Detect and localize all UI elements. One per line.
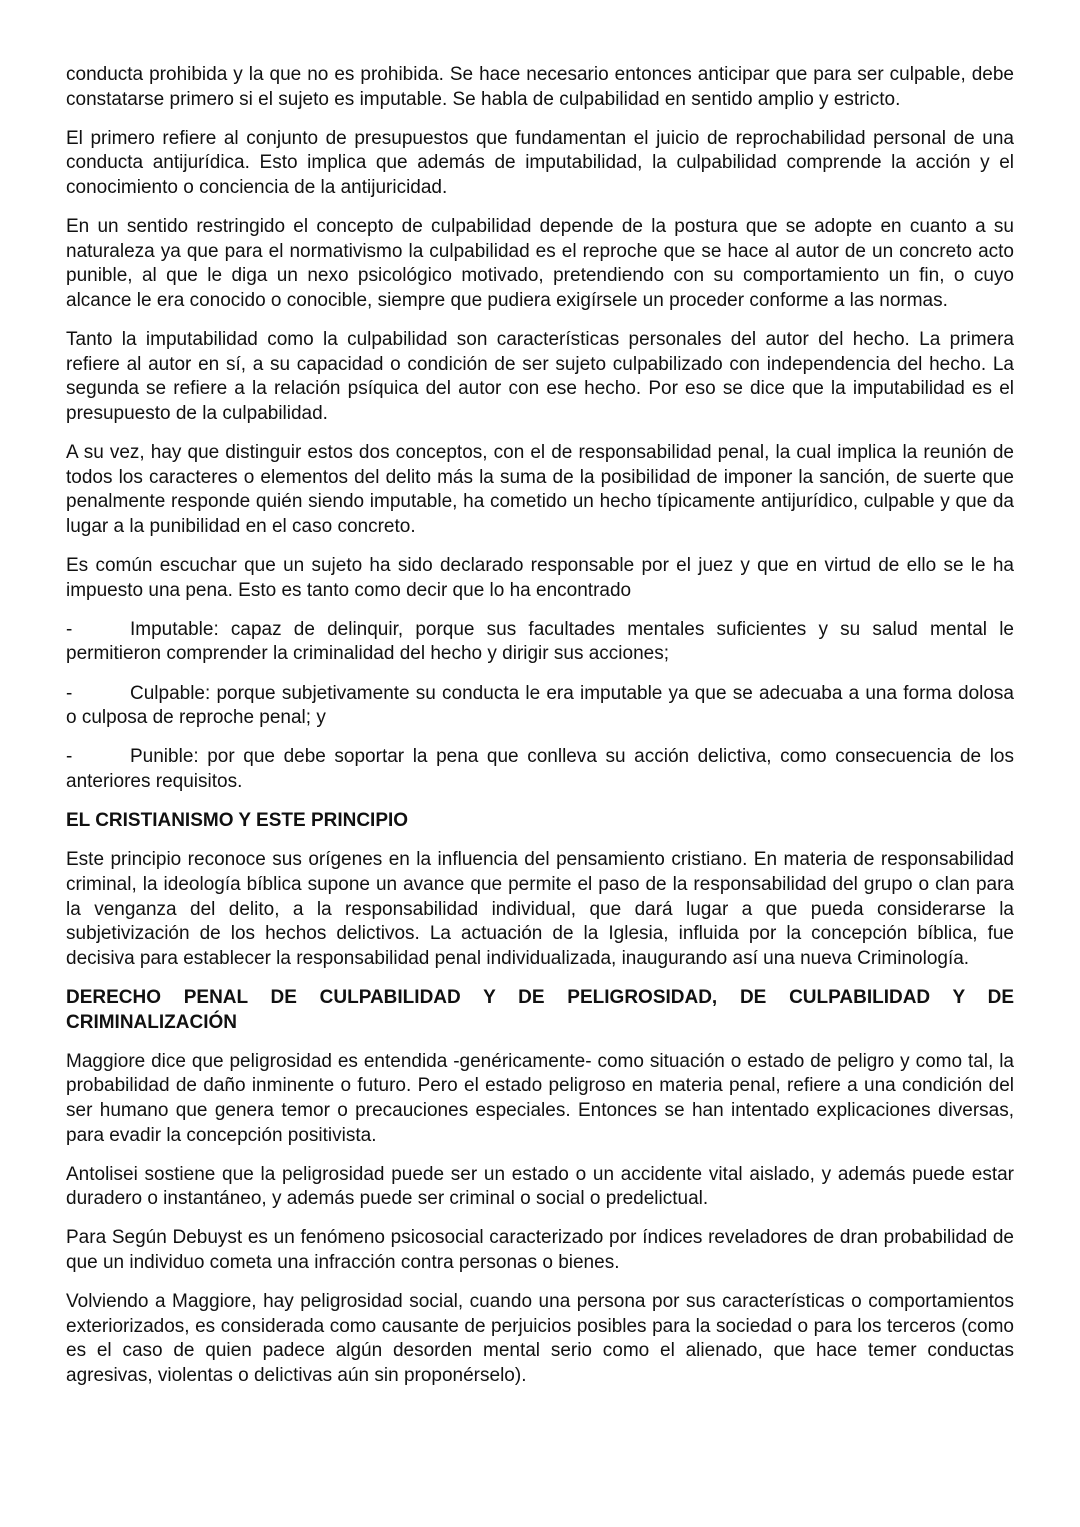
list-dash: - bbox=[66, 682, 73, 704]
paragraph-responsabilidad-penal: A su vez, hay que distinguir estos dos conceptos, con el de responsabilidad penal, la cual implica la reunión de todos los caracteres o elementos del delito más la suma de la posibilidad de imponer la sanción, de suerte que penalmente responde quién siendo imputable, ha cometido un hecho típicamente antijurídico, culpable y que da lugar a la punibilidad en el caso concreto. bbox=[66, 442, 1014, 537]
list-dash: - bbox=[66, 746, 73, 768]
list-dash: - bbox=[66, 618, 73, 640]
list-item-imputable bbox=[66, 618, 1014, 667]
list-item-punible bbox=[66, 745, 1014, 794]
list-item-culpable bbox=[66, 682, 1014, 731]
paragraph-cristianismo: Este principio reconoce sus orígenes en la influencia del pensamiento cristiano. En materia de responsabilidad criminal, la ideología bíblica supone un avance que permite el paso de la responsabilidad del grupo o clan para la venganza del delito, a la responsabilidad individual, que dará lugar a que pueda considerarse la subjetivización de los hechos delictivos. La actuación de la Iglesia, influida por la concepción bíblica, fue decisiva para establecer la responsabilidad penal individualizada, inaugurando así una nueva Criminología. bbox=[66, 849, 1014, 969]
paragraph-maggiore-peligrosidad: Maggiore dice que peligrosidad es entendida -genéricamente- como situación o estado de peligro y como tal, la probabilidad de daño inminente o futuro. Pero el estado peligroso en materia penal, refiere a una condición del ser humano que genera temor o precauciones especiales. Entonces se han intentado explicaciones diversas, para evadir la concepción positivista. bbox=[66, 1050, 1014, 1146]
paragraph-antolisei: Antolisei sostiene que la peligrosidad puede ser un estado o un accidente vital aislado, y además puede estar duradero o instantáneo, y además puede ser criminal o social o predelictual. bbox=[66, 1163, 1014, 1210]
paragraph-declarado-responsable: Es común escuchar que un sujeto ha sido declarado responsable por el juez y que en virtud de ello se le ha impuesto una pena. Esto es tanto como decir que lo ha encontrado bbox=[66, 555, 1014, 601]
section-heading-cristianismo: EL CRISTIANISMO Y ESTE PRINCIPIO bbox=[66, 810, 409, 832]
list-item-text: Punible: por que debe soportar la pena que conlleva su acción delictiva, como consecuencia de los anteriores requisitos. bbox=[66, 746, 1014, 792]
paragraph-culpabilidad-intro: conducta prohibida y la que no es prohibida. Se hace necesario entonces anticipar que para ser culpable, debe constatarse primero si el sujeto es imputable. Se habla de culpabilidad en sentido amplio y estricto. bbox=[66, 64, 1014, 110]
paragraph-debuyst: Para Según Debuyst es un fenómeno psicosocial caracterizado por índices reveladores de dran probabilidad de que un individuo cometa una infracción contra personas o bienes. bbox=[66, 1227, 1014, 1274]
paragraph-sentido-amplio: El primero refiere al conjunto de presupuestos que fundamentan el juicio de reprochabilidad personal de una conducta antijurídica. Esto implica que además de imputabilidad, la culpabilidad comprende la acción y el conocimiento o conciencia de la antijuricidad. bbox=[66, 127, 1014, 198]
list-item-text: Culpable: porque subjetivamente su conducta le era imputable ya que se adecuaba a una forma dolosa o culposa de reproche penal; y bbox=[66, 682, 1014, 729]
paragraph-imputabilidad-culpabilidad: Tanto la imputabilidad como la culpabilidad son características personales del autor del hecho. La primera refiere al autor en sí, a su capacidad o condición de ser sujeto culpabilizado con independencia del hecho. La segunda se refiere a la relación psíquica del autor con ese hecho. Por eso se dice que la imputabilidad es el presupuesto de la culpabilidad. bbox=[66, 329, 1014, 424]
paragraph-sentido-restringido: En un sentido restringido el concepto de culpabilidad depende de la postura que se adopte en cuanto a su naturaleza ya que para el normativismo la culpabilidad es el reproche que se hace al autor de un concreto acto punible, al que le diga un nexo psicológico motivado, pretendiendo con su comportamiento un fin, o cuyo alcance le era conocido o conocible, siempre que pudiera exigírsele un proceder conforme a las normas. bbox=[66, 216, 1014, 311]
list-item-text: Imputable: capaz de delinquir, porque sus facultades mentales suficientes y su salud mental le permitieron comprender la criminalidad del hecho y dirigir sus acciones; bbox=[66, 618, 1014, 665]
section-heading-derecho-penal: DERECHO PENAL DE CULPABILIDAD Y DE PELIGROSIDAD, DE CULPABILIDAD Y DE CRIMINALIZACIÓN bbox=[66, 986, 1014, 1033]
paragraph-peligrosidad-social: Volviendo a Maggiore, hay peligrosidad social, cuando una persona por sus características o comportamientos exteriorizados, es considerada como causante de perjuicios posibles para la sociedad o para los terceros (como es el caso de quien padece algún desorden mental serio como el alienado, que hace temer conductas agresivas, violentas o delictivas aún sin proponérselo). bbox=[66, 1291, 1014, 1387]
